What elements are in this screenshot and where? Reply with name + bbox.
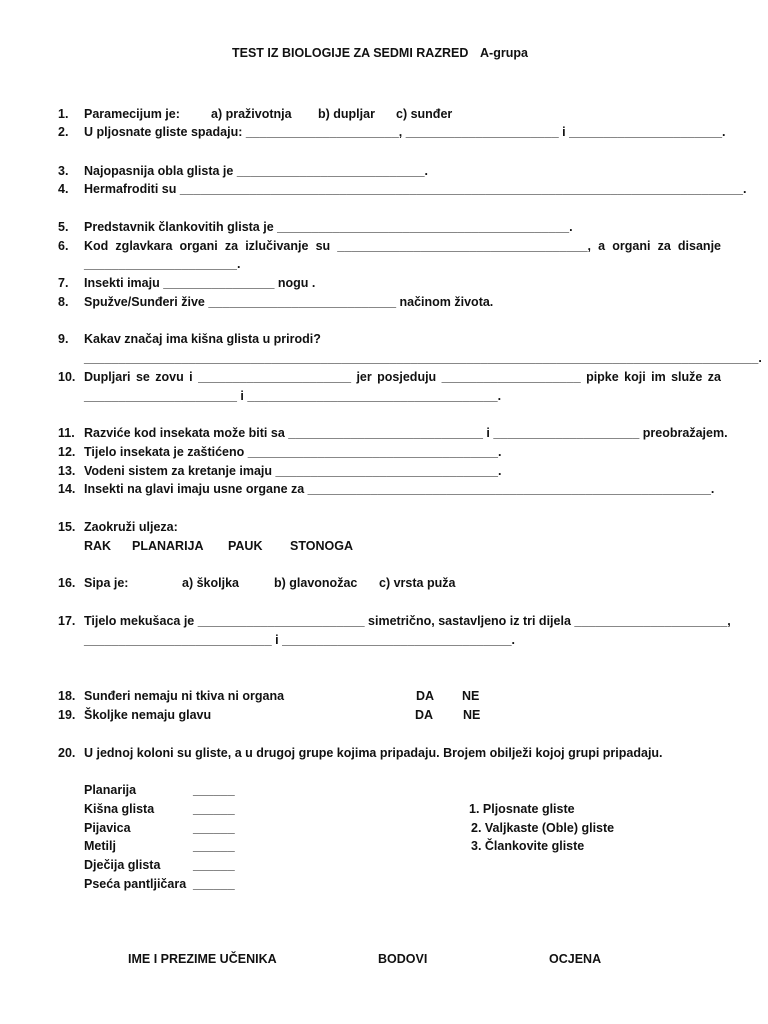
q15-option-pauk: PAUK bbox=[228, 539, 263, 553]
q15-option-rak: RAK bbox=[84, 539, 112, 553]
q20-item-name: Pijavica bbox=[84, 821, 131, 835]
q19-answer-ne: NE bbox=[463, 708, 481, 722]
points-label: BODOVI bbox=[378, 952, 428, 966]
q20-item-blank: ______ bbox=[193, 802, 235, 816]
grade-label: OCJENA bbox=[549, 952, 602, 966]
q20-item-name: Kišna glista bbox=[84, 802, 155, 816]
q20-item-blank: ______ bbox=[193, 821, 235, 835]
q20-item-name: Dječija glista bbox=[84, 858, 161, 872]
q15-option-stonoga: STONOGA bbox=[290, 539, 353, 553]
q18-answer-da: DA bbox=[416, 689, 435, 703]
q20-item-blank: ______ bbox=[193, 858, 235, 872]
q16-option-c: c) vrsta puža bbox=[379, 576, 456, 590]
q16-option-b: b) glavonožac bbox=[274, 576, 358, 590]
q1-option-c: c) sunđer bbox=[396, 107, 453, 121]
q20-item-blank: ______ bbox=[193, 783, 235, 797]
q1-option-a: a) praživotnja bbox=[211, 107, 292, 121]
q20-item-name: Pseća pantljičara bbox=[84, 877, 187, 891]
test-title: TEST IZ BIOLOGIJE ZA SEDMI RAZRED bbox=[232, 46, 469, 60]
q1-option-b: b) dupljar bbox=[318, 107, 375, 121]
q20-item-name: Metilj bbox=[84, 839, 116, 853]
q20-group: 3. Člankovite gliste bbox=[471, 839, 585, 853]
q16-option-a: a) školjka bbox=[182, 576, 239, 590]
student-name-label: IME I PREZIME UČENIKA bbox=[128, 952, 277, 966]
q20-item-blank: ______ bbox=[193, 877, 235, 891]
q20-group: 1. Pljosnate gliste bbox=[469, 802, 575, 816]
test-group: A-grupa bbox=[480, 46, 528, 60]
test-page: TEST IZ BIOLOGIJE ZA SEDMI RAZRED A-grupa 1. Paramecijum je: a) praživotnja b) dupljar c) sunđer 2. U pljosnate gliste spadaju: ______________________, ______________________ i ______________________. 3. Najopasnija obla glista je ___________________________. 4. Hermafroditi su _________________________________________________________________________________. 5. Predstavnik člankovitih glista je __________________________________________. 6. Kod zglavkara organi za izlučivanje su ____________________________________, a organi za disanje ______________________. 7. Insekti imaju ________________ nogu . 8. Spužve/Sunđeri žive ___________________________ načinom života. 9. Kakav značaj ima kišna glista u prirodi? _________________________________________________________________________________________________. 10. Dupljari se zovu i ______________________ jer posjeduju ____________________ pipke koji im služe za ______________________ i ____________________________________. 11. Razviće kod insekata može biti sa ____________________________ i _____________________ preobražajem. 12. Tijelo insekata je zaštićeno ____________________________________. 13. Vodeni sistem za kretanje imaju ________________________________. 14. Insekti na glavi imaju usne organe za __________________________________________________________. 15. Zaokruži uljeza: RAK PLANARIJA PAUK STONOGA 16. Sipa je: a) školjka b) glavonožac c) vrsta puža 17. Tijelo mekušaca je ________________________ simetrično, sastavljeno iz tri dijela ______________________, ___________________________ i _________________________________. 18. Sunđeri nemaju ni tkiva ni organa DA NE 19. Školjke nemaju glavu DA NE 20. U jednoj koloni su gliste, a u drugoj grupe kojima pripadaju. Brojem obilježi kojoj grupi pripadaju. Planarija ______ Kišna glista ______ Pijavica ______ Metilj ______ Dječija glista ______ Pseća pantljičara ______ 1. Pljosnate gliste 2. Valjkaste (Oble) gliste 3. Člankovite gliste IME I PREZIME UČENIKA BODOVI OCJENA bbox=[58, 46, 762, 966]
q20-item-name: Planarija bbox=[84, 783, 137, 797]
q18-answer-ne: NE bbox=[462, 689, 480, 703]
q20-item-blank: ______ bbox=[193, 839, 235, 853]
q19-answer-da: DA bbox=[415, 708, 434, 722]
q20-group: 2. Valjkaste (Oble) gliste bbox=[471, 821, 615, 835]
q15-option-planarija: PLANARIJA bbox=[132, 539, 204, 553]
